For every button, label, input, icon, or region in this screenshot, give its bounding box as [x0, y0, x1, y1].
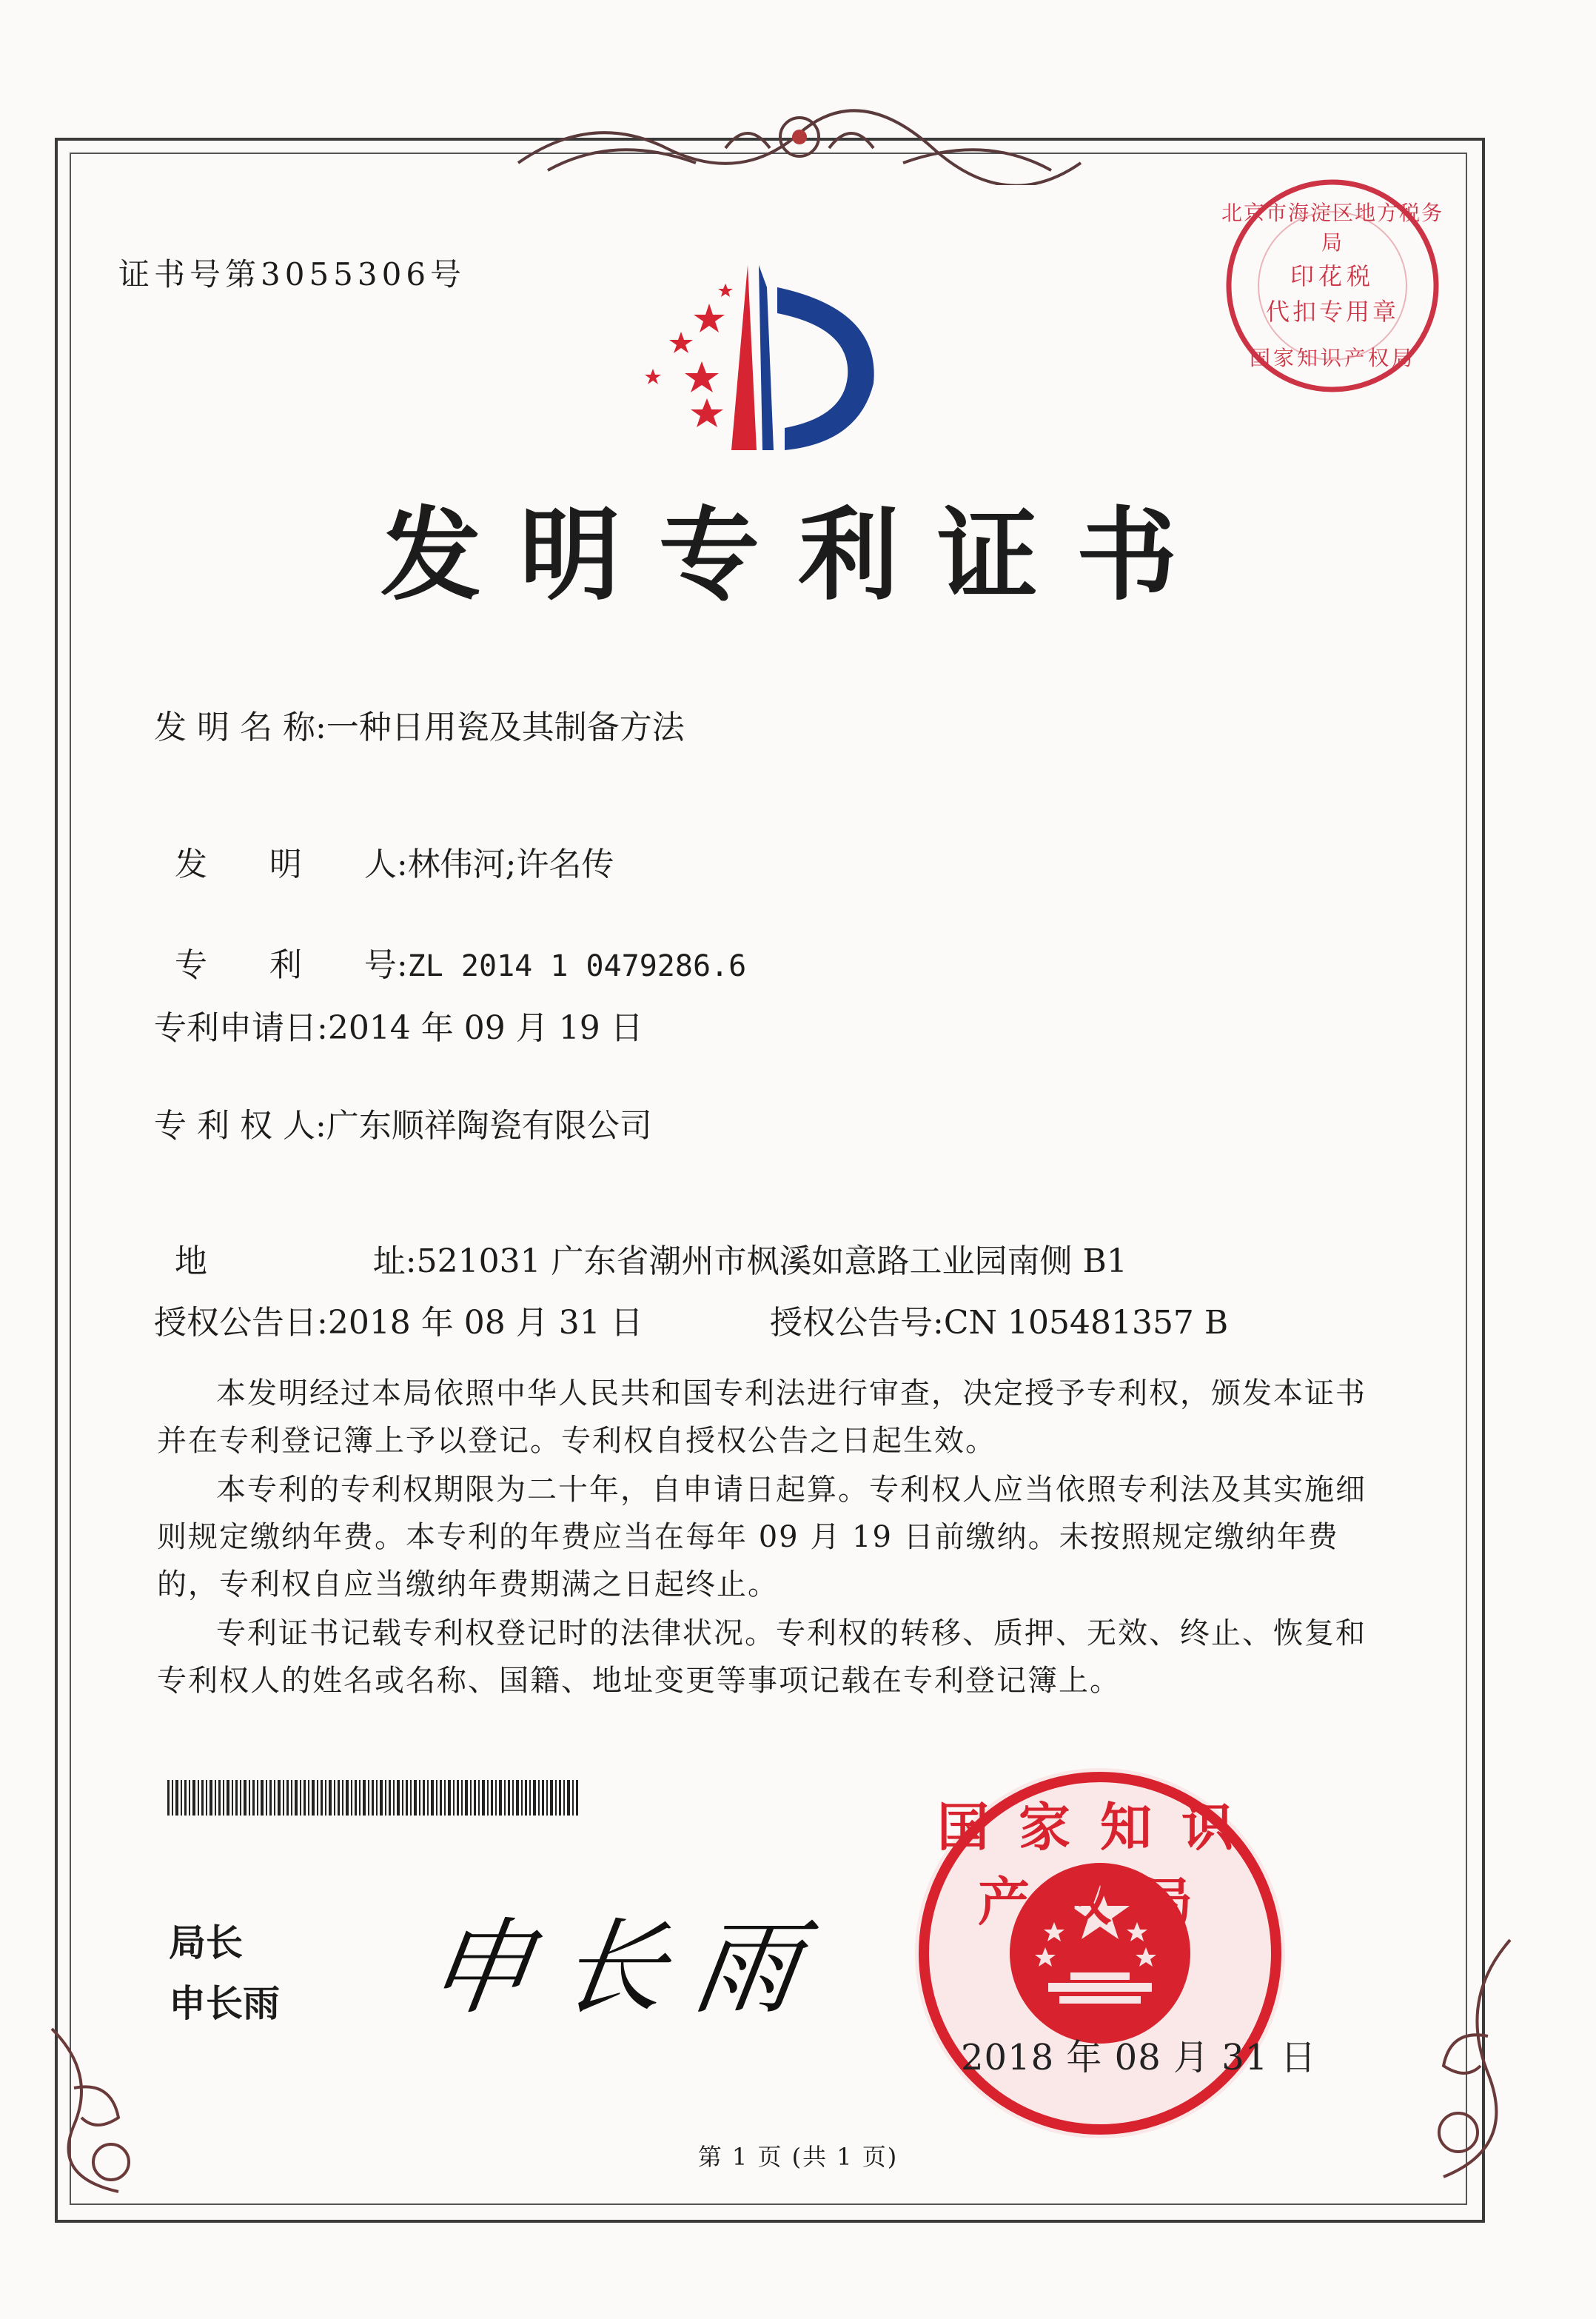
patent-office-logo [637, 258, 888, 458]
invention-name-value: 一种日用瓷及其制备方法 [326, 709, 685, 746]
grant-date-label: 授权公告日: [154, 1304, 328, 1342]
body-text [157, 1370, 1371, 1706]
filing-date-label: 专利申请日: [154, 1009, 328, 1047]
top-ornament [503, 104, 1096, 185]
inventor-value: 林伟河;许名传 [407, 846, 614, 883]
body-paragraph: 专利证书记载专利权登记时的法律状况。专利权的转移、质押、无效、终止、恢复和专利权人的姓名或名称、国籍、地址变更等事项记载在专利登记簿上。 [157, 1616, 1367, 1698]
signatory-title: 局长 [169, 1921, 243, 1964]
patent-number-value: ZL 2014 1 0479286.6 [407, 949, 747, 983]
grant-number-label: 授权公告号: [770, 1304, 944, 1342]
address-value: 521031 广东省潮州市枫溪如意路工业园南侧 B1 [416, 1242, 1127, 1280]
tax-stamp-outer-text: 北京市海淀区地方税务局 [1221, 201, 1444, 255]
patent-number-label: 专 利 号: [174, 946, 408, 984]
invention-name-label: 发 明 名 称: [154, 709, 326, 746]
handwritten-signature: 申长雨 [419, 1908, 836, 2029]
invention-name-row [154, 700, 685, 748]
tax-stamp-line1: 印花税 [1290, 262, 1375, 290]
patent-number-row [154, 900, 746, 986]
inventor-row [154, 800, 614, 885]
certificate-number: 证书号第3055306号 [118, 256, 466, 292]
page-footer: 第 1 页 (共 1 页) [697, 2143, 899, 2171]
inventor-label: 发 明 人: [174, 846, 408, 883]
bottom-left-ornament [30, 2014, 163, 2206]
tax-stamp [1221, 175, 1444, 397]
grant-number-value: CN 105481357 B [943, 1304, 1229, 1342]
tax-stamp-line2: 代扣专用章 [1265, 298, 1399, 326]
seal-date: 2018 年 08 月 31 日 [961, 2037, 1317, 2078]
tax-stamp-bottom-text: 国家知识产权局 [1249, 346, 1415, 370]
signatory-name: 申长雨 [169, 1982, 280, 2025]
official-seal-text: 国家知识产权局 [937, 1796, 1263, 1932]
address-label: 地 址: [174, 1242, 417, 1280]
address-row [154, 1197, 1127, 1282]
filing-date-row [154, 1001, 643, 1048]
body-paragraph: 本发明经过本局依照中华人民共和国专利法进行审查，决定授予专利权，颁发本证书并在专利登记簿上予以登记。专利权自授权公告之日起生效。 [157, 1376, 1367, 1458]
patentee-row [154, 1099, 652, 1146]
certificate-title: 发明专利证书 [380, 496, 1216, 615]
body-paragraph: 本专利的专利权期限为二十年，自申请日起算。专利权人应当依照专利法及其实施细则规定缴纳年费。本专利的年费应当在每年 09 月 19 日前缴纳。未按照规定缴纳年费的，专利权自应当缴纳年费期满之日起终止。 [157, 1473, 1367, 1602]
filing-date-value: 2014 年 09 月 19 日 [327, 1009, 643, 1047]
official-seal [908, 1761, 1292, 2146]
grant-number-row [770, 1296, 1228, 1343]
grant-date-row [154, 1296, 643, 1343]
barcode [167, 1780, 579, 1816]
patentee-value: 广东顺祥陶瓷有限公司 [326, 1107, 652, 1145]
grant-date-value: 2018 年 08 月 31 日 [327, 1304, 643, 1342]
patentee-label: 专 利 权 人: [154, 1107, 326, 1145]
